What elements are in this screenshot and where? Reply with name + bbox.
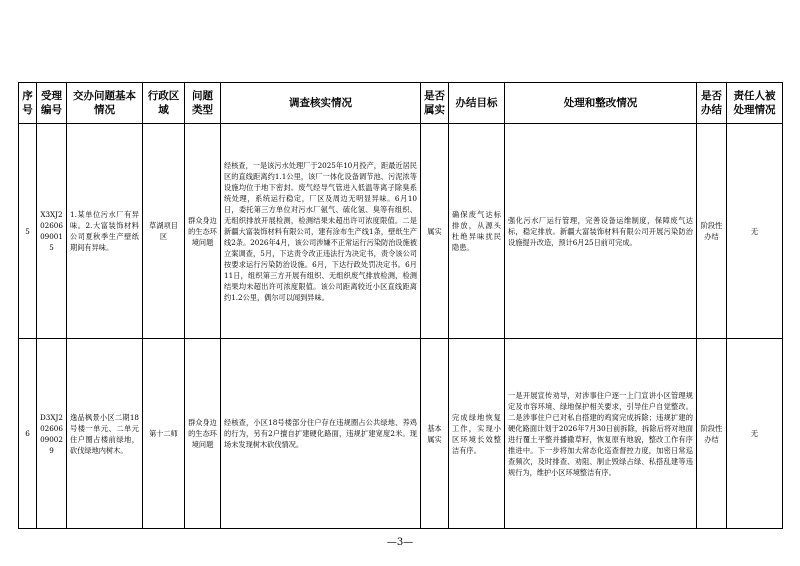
cell-no: 6: [19, 339, 37, 529]
cell-true: 基本属实: [421, 339, 449, 529]
cell-true: 属实: [421, 124, 449, 339]
header-goal: 办结目标: [449, 83, 505, 124]
cell-closed: 阶段性办结: [697, 124, 727, 339]
problem-table: [18, 82, 783, 529]
header-investigation: 调查核实情况: [221, 83, 421, 124]
header-closed: 是否办结: [697, 83, 727, 124]
header-responsible: 责任人被处理情况: [727, 83, 783, 124]
table-row: [19, 124, 783, 339]
header-no: 序号: [19, 83, 37, 124]
cell-type: 群众身边的生态环境问题: [185, 339, 221, 529]
cell-responsible: 无: [727, 339, 783, 529]
header-handling: 处理和整改情况: [505, 83, 697, 124]
header-type: 问题类型: [185, 83, 221, 124]
cell-no: 5: [19, 124, 37, 339]
cell-id: X3XJ202606090015: [37, 124, 67, 339]
cell-type: 群众身边的生态环境问题: [185, 124, 221, 339]
cell-handling: 强化污水厂运行管理，完善设备运维制度，保障废气达标，稳定排放。新疆大富装饰材料有限公司开展污染防治设施提升改造，预计6月25日前可完成。: [505, 124, 697, 339]
cell-closed: 阶段性办结: [697, 339, 727, 529]
page-number: —3—: [386, 537, 414, 548]
cell-region: 草湖项目区: [143, 124, 185, 339]
cell-basic: 1.某单位污水厂有异味。2.大富装饰材料公司夏秋季生产壁纸期间有异味。: [67, 124, 143, 339]
cell-goal: 确保废气达标排放，从源头杜绝异味扰民隐患。: [449, 124, 505, 339]
cell-responsible: 无: [727, 124, 783, 339]
cell-investigation: 经核查，小区18号楼部分住户存在违规圈占公共绿地、养鸡的行为，另有2户擅自扩建硬化路面，违规扩建宽度2米。现场未发现树木砍伐情况。: [221, 339, 421, 529]
cell-id: D3XJ202606090029: [37, 339, 67, 529]
cell-investigation: 经核查，一是该污水处理厂于2025年10月投产，距最近居民区的直线距离约1.1公里，该厂一体化设备调节池、污泥浓等设施均位于地下密封。废气经导气管进入低温等离子除臭系统处理，系统运行稳定，厂区及周边无明显异味。6月10日，委托第三方单位对污水厂氨气、硫化氢、臭等有组织、无组织排放开展检测，检测结果未超出许可浓度限值。二是新疆大富装饰材料有限公司，建有涂布生产线1条，壁纸生产线2条。2026年4月，该公司涉嫌不正常运行污染防治设施被立案调查，5月，下达责令改正违法行为决定书，责令该公司按要求运行污染防治设施。6月，下达行政处罚决定书。6月11日，组织第三方开展有组织、无组织废气排放检测，检测结果均未超出许可浓度限值。该公司距离较近小区直线距离约1.2公里，偶尔可以闻到异味。: [221, 124, 421, 339]
table-row: [19, 339, 783, 529]
table-header-row: [19, 83, 783, 124]
cell-region: 第十二师: [143, 339, 185, 529]
header-true: 是否属实: [421, 83, 449, 124]
cell-handling: 一是开展宣传劝导，对涉事住户逐一上门宣讲小区管理规定及市容环境、绿地保护相关要求，引导住户自觉整改。二是涉事住户已对私自搭建的鸡窝完成拆除；违规扩建的硬化路面计划于2026年7月30日前拆除，拆除后将对地面进行覆土平整并播撒草籽，恢复原有地貌，整改工作有序推进中。下一步将加大常态化巡查督控力度，加密日常巡查频次，及时排查、劝阻、制止毁绿占绿、私搭乱建等违规行为，维护小区环境整洁有序。: [505, 339, 697, 529]
cell-goal: 完成绿地恢复工作，实现小区环境长效整洁有序。: [449, 339, 505, 529]
header-id: 受理编号: [37, 83, 67, 124]
header-basic: 交办问题基本情况: [67, 83, 143, 124]
cell-basic: 逸品枫景小区二期18号楼一单元、二单元住户圈占楼前绿地，砍伐绿地内树木。: [67, 339, 143, 529]
header-region: 行政区域: [143, 83, 185, 124]
